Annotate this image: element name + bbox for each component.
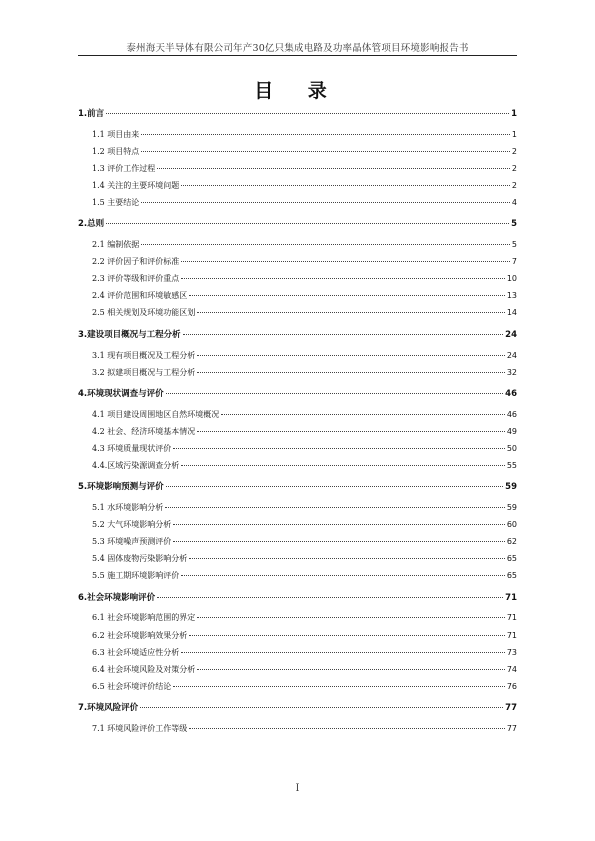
toc-section-entry[interactable] [78, 130, 517, 147]
dot-leader [166, 393, 504, 394]
toc-section-entry[interactable] [78, 308, 517, 325]
toc-entry-label: 5.2 大气环境影响分析 [92, 520, 172, 530]
toc-section-entry[interactable] [78, 571, 517, 588]
toc-entry-label: 5.环境影响预测与评价 [78, 482, 164, 493]
toc-entry-page: 14 [506, 308, 517, 318]
toc-entry-label: 1.4 关注的主要环境问题 [92, 180, 180, 190]
toc-entry-page: 77 [506, 723, 517, 733]
toc-entry-label: 2.3 评价等级和评价重点 [92, 274, 180, 284]
toc-entry-label: 2.5 相关规划及环境功能区划 [92, 308, 196, 318]
dot-leader [181, 652, 505, 653]
toc-section-entry[interactable] [78, 351, 517, 368]
toc-chapter-entry[interactable] [78, 593, 517, 614]
toc-section-entry[interactable] [78, 503, 517, 520]
table-of-contents [78, 109, 517, 741]
dot-leader [189, 728, 505, 729]
toc-entry-label: 2.4 评价范围和环境敏感区 [92, 291, 188, 301]
dot-leader [189, 635, 505, 636]
dot-leader [181, 185, 510, 186]
toc-entry-label: 4.3 环境质量现状评价 [92, 443, 172, 453]
dot-leader [166, 486, 504, 487]
toc-entry-page: 2 [511, 163, 517, 173]
toc-entry-page: 13 [506, 291, 517, 301]
toc-section-entry[interactable] [78, 520, 517, 537]
toc-entry-label: 6.3 社会环境适应性分析 [92, 647, 180, 657]
toc-entry-page: 49 [506, 426, 517, 436]
toc-entry-label: 6.1 社会环境影响范围的界定 [92, 613, 196, 623]
dot-leader [157, 597, 503, 598]
toc-entry-label: 3.2 拟建项目概况与工程分析 [92, 367, 196, 377]
dot-leader [106, 223, 509, 224]
toc-entry-label: 5.3 环境噪声预测评价 [92, 537, 172, 547]
toc-title: 目 录 [254, 80, 341, 102]
toc-entry-label: 2.2 评价因子和评价标准 [92, 257, 180, 267]
toc-entry-page: 59 [505, 482, 517, 493]
dot-leader [141, 134, 510, 135]
toc-entry-label: 4.1 项目建设周围地区自然环境概况 [92, 409, 220, 419]
toc-entry-page: 1 [511, 129, 517, 139]
toc-entry-label: 3.1 现有项目概况及工程分析 [92, 350, 196, 360]
toc-entry-label: 1.前言 [78, 109, 105, 119]
toc-entry-label: 1.2 项目特点 [92, 146, 140, 156]
toc-entry-label: 1.3 评价工作过程 [92, 163, 156, 173]
toc-section-entry[interactable] [78, 164, 517, 181]
toc-section-entry[interactable] [78, 240, 517, 257]
toc-section-entry[interactable] [78, 198, 517, 215]
dot-leader [197, 312, 505, 313]
dot-leader [173, 686, 505, 687]
toc-entry-page: 76 [506, 681, 517, 691]
toc-entry-label: 6.2 社会环境影响效果分析 [92, 630, 188, 640]
toc-chapter-entry[interactable] [78, 389, 517, 410]
toc-chapter-entry[interactable] [78, 219, 517, 240]
toc-entry-page: 4 [511, 197, 517, 207]
dot-leader [183, 334, 504, 335]
toc-chapter-entry[interactable] [78, 703, 517, 724]
toc-entry-page: 10 [506, 274, 517, 284]
toc-entry-page: 65 [506, 571, 517, 581]
toc-entry-label: 5.5 施工期环境影响评价 [92, 571, 180, 581]
dot-leader [189, 558, 505, 559]
toc-chapter-entry[interactable] [78, 330, 517, 351]
toc-section-entry[interactable] [78, 444, 517, 461]
toc-entry-label: 7.环境风险评价 [78, 703, 139, 714]
toc-entry-label: 4.2 社会、经济环境基本情况 [92, 426, 196, 436]
toc-entry-page: 71 [506, 613, 517, 623]
toc-entry-label: 5.1 水环境影响分析 [92, 503, 164, 513]
toc-section-entry[interactable] [78, 613, 517, 630]
toc-entry-label: 6.4 社会环境风险及对策分析 [92, 664, 196, 674]
toc-section-entry[interactable] [78, 410, 517, 427]
toc-entry-label: 1.5 主要结论 [92, 197, 140, 207]
toc-entry-page: 62 [506, 537, 517, 547]
page-number: I [295, 783, 300, 794]
toc-section-entry[interactable] [78, 682, 517, 699]
toc-section-entry[interactable] [78, 427, 517, 444]
toc-entry-page: 73 [506, 647, 517, 657]
toc-section-entry[interactable] [78, 631, 517, 648]
dot-leader [221, 414, 505, 415]
dot-leader [173, 524, 505, 525]
dot-leader [106, 113, 509, 114]
toc-entry-label: 3.建设项目概况与工程分析 [78, 329, 181, 340]
toc-entry-label: 1.1 项目由来 [92, 129, 140, 139]
toc-section-entry[interactable] [78, 537, 517, 554]
toc-entry-page: 5 [511, 219, 517, 230]
toc-section-entry[interactable] [78, 665, 517, 682]
toc-section-entry[interactable] [78, 554, 517, 571]
toc-section-entry[interactable] [78, 257, 517, 274]
dot-leader [141, 202, 510, 203]
toc-entry-page: 46 [505, 389, 517, 400]
toc-entry-page: 2 [511, 180, 517, 190]
toc-entry-label: 4.环境现状调查与评价 [78, 389, 164, 400]
toc-entry-page: 60 [506, 520, 517, 530]
toc-entry-page: 24 [506, 350, 517, 360]
dot-leader [173, 448, 505, 449]
toc-section-entry[interactable] [78, 724, 517, 741]
toc-entry-page: 71 [505, 592, 517, 603]
dot-leader [181, 261, 510, 262]
toc-section-entry[interactable] [78, 291, 517, 308]
toc-entry-page: 65 [506, 554, 517, 564]
toc-entry-page: 2 [511, 146, 517, 156]
dot-leader [157, 168, 510, 169]
toc-entry-page: 71 [506, 630, 517, 640]
dot-leader [141, 151, 510, 152]
toc-section-entry[interactable] [78, 368, 517, 385]
dot-leader [181, 278, 505, 279]
toc-entry-page: 55 [506, 460, 517, 470]
toc-entry-page: 5 [511, 240, 517, 250]
dot-leader [165, 507, 505, 508]
dot-leader [173, 541, 505, 542]
toc-entry-label: 2.1 编制依据 [92, 240, 140, 250]
toc-section-entry[interactable] [78, 181, 517, 198]
toc-section-entry[interactable] [78, 461, 517, 478]
dot-leader [140, 707, 503, 708]
toc-entry-page: 59 [506, 503, 517, 513]
dot-leader [197, 669, 505, 670]
toc-entry-label: 6.社会环境影响评价 [78, 592, 156, 603]
toc-entry-label: 7.1 环境风险评价工作等级 [92, 723, 188, 733]
toc-entry-label: 5.4 固体废物污染影响分析 [92, 554, 188, 564]
dot-leader [197, 617, 505, 618]
running-header: 泰州海天半导体有限公司年产30亿只集成电路及功率晶体管项目环境影响报告书 [126, 43, 469, 54]
header-rule [78, 55, 517, 56]
dot-leader [197, 355, 505, 356]
toc-section-entry[interactable] [78, 274, 517, 291]
toc-entry-label: 6.5 社会环境评价结论 [92, 681, 172, 691]
toc-entry-page: 7 [511, 257, 517, 267]
toc-section-entry[interactable] [78, 648, 517, 665]
toc-chapter-entry[interactable] [78, 482, 517, 503]
toc-entry-page: 77 [505, 703, 517, 714]
dot-leader [197, 431, 505, 432]
dot-leader [181, 465, 505, 466]
toc-entry-page: 32 [506, 367, 517, 377]
dot-leader [197, 372, 505, 373]
toc-section-entry[interactable] [78, 147, 517, 164]
toc-entry-page: 74 [506, 664, 517, 674]
toc-entry-label: 4.4.区域污染源调查分析 [92, 460, 180, 470]
toc-chapter-entry[interactable] [78, 109, 517, 130]
toc-entry-page: 1 [511, 109, 517, 119]
toc-entry-page: 24 [505, 329, 517, 340]
dot-leader [141, 244, 510, 245]
toc-entry-label: 2.总则 [78, 219, 105, 230]
toc-entry-page: 46 [506, 409, 517, 419]
dot-leader [181, 575, 505, 576]
toc-entry-page: 50 [506, 443, 517, 453]
dot-leader [189, 295, 505, 296]
